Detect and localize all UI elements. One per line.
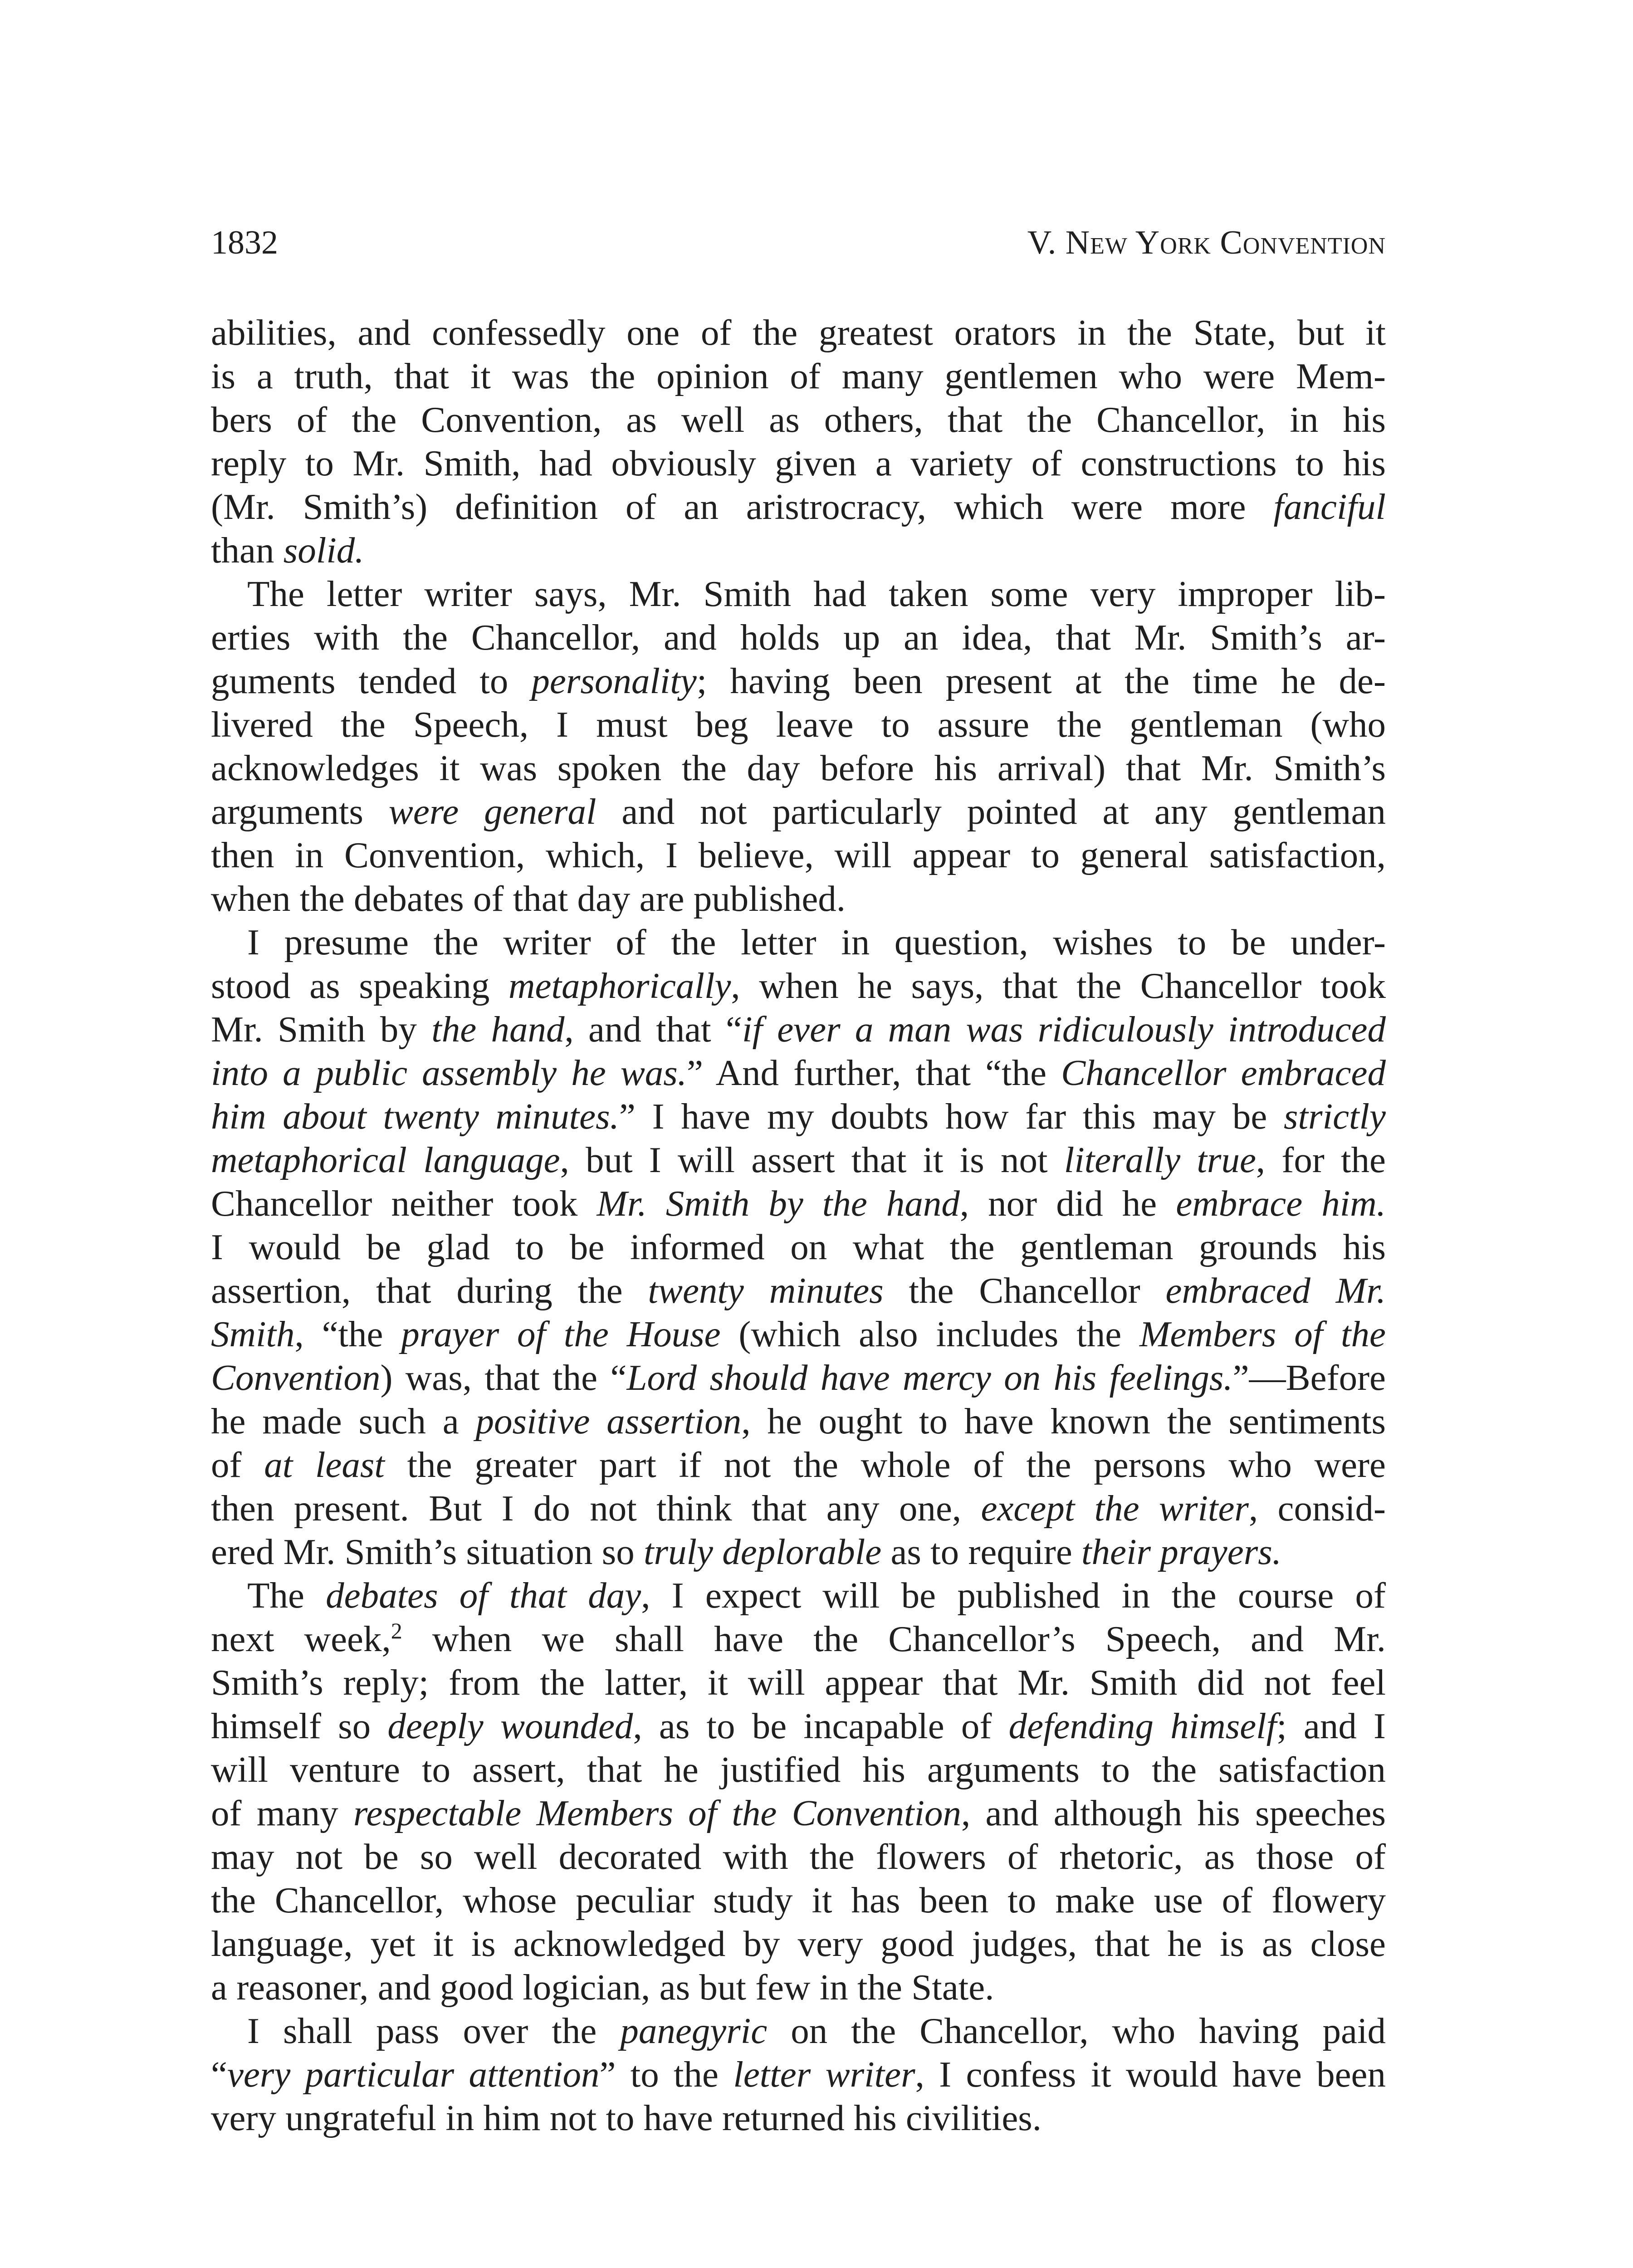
text-line <box>211 1965 1386 2009</box>
line-text: when the debates of that day are published. <box>211 878 846 919</box>
line-text: , he ought to have known the sentiments <box>741 1401 1386 1442</box>
line-text: next week, <box>211 1618 391 1659</box>
line-text: reply to Mr. Smith, had obviously given a variety of constructions to his <box>211 443 1386 484</box>
line-text: I presume the writer of the letter in question, wishes to be under- <box>247 922 1386 963</box>
text-line <box>211 398 1386 441</box>
line-text: I would be glad to be informed on what the gentleman grounds his <box>211 1227 1386 1267</box>
line-text: ; having been present at the time he de- <box>696 660 1386 701</box>
line-text: ered Mr. Smith’s situation so <box>211 1531 644 1572</box>
text-line <box>211 1138 1386 1182</box>
text-line <box>211 2009 1386 2053</box>
italic-text: fanciful <box>1273 486 1386 527</box>
text-line <box>211 1878 1386 1922</box>
line-text: of <box>211 1444 264 1485</box>
line-text: ” to the <box>599 2054 733 2095</box>
text-line <box>211 920 1386 964</box>
italic-text: deeply wounded <box>387 1706 633 1746</box>
italic-text: respectable Members of the Convention <box>353 1793 962 1833</box>
text-line <box>211 877 1386 920</box>
text-line <box>211 485 1386 528</box>
line-text: ” I have my doubts how far this may be <box>619 1096 1284 1137</box>
text-line <box>211 1791 1386 1835</box>
text-line <box>211 1399 1386 1443</box>
line-text: Smith’s reply; from the latter, it will appear that Mr. Smith did not feel <box>211 1662 1386 1703</box>
italic-text: defending himself <box>1008 1706 1277 1746</box>
text-line <box>211 1007 1386 1051</box>
line-text: , and although his speeches <box>961 1793 1386 1833</box>
italic-text: if ever a man was ridiculously introduced <box>742 1009 1386 1050</box>
line-text: ” And further, that “the <box>687 1052 1061 1093</box>
italic-text: panegyric <box>620 2010 768 2051</box>
line-text: The letter writer says, Mr. Smith had taken some very improper lib- <box>247 573 1386 614</box>
line-text: , as to be incapable of <box>633 1706 1009 1746</box>
line-text: than <box>211 530 284 571</box>
text-line <box>211 1443 1386 1486</box>
italic-text: him about twenty minutes. <box>211 1096 619 1137</box>
line-text: then present. But I do not think that any one, <box>211 1488 981 1529</box>
text-line <box>211 1835 1386 1878</box>
italic-text: Members of the <box>1139 1314 1386 1354</box>
italic-text: strictly <box>1284 1096 1386 1137</box>
line-text: assertion, that during the <box>211 1270 648 1311</box>
line-text: then in Convention, which, I believe, will appear to general satisfaction, <box>211 835 1386 875</box>
line-text: The <box>247 1575 326 1616</box>
line-text: the greater part if not the whole of the persons who were <box>384 1444 1386 1485</box>
line-text: bers of the Convention, as well as others, that the Chancellor, in his <box>211 399 1386 440</box>
line-text: ; and I <box>1276 1706 1386 1746</box>
text-line <box>211 1661 1386 1704</box>
italic-text: at least <box>264 1444 385 1485</box>
line-text: and not particularly pointed at any gentleman <box>596 791 1386 832</box>
line-text: guments tended to <box>211 660 532 701</box>
text-line <box>211 1312 1386 1356</box>
line-text: he made such a <box>211 1401 476 1442</box>
text-line <box>211 1051 1386 1095</box>
line-text: , when he says, that the Chancellor took <box>731 965 1386 1006</box>
line-text: acknowledges it was spoken the day before his arrival) that Mr. Smith’s <box>211 748 1386 788</box>
line-text: Chancellor neither took <box>211 1183 597 1224</box>
line-text: the Chancellor, whose peculiar study it has been to make use of flowery <box>211 1880 1386 1921</box>
line-text: stood as speaking <box>211 965 509 1006</box>
italic-text: twenty minutes <box>648 1270 884 1311</box>
line-text: , “the <box>294 1314 401 1354</box>
italic-text: Lord should have mercy on his feelings. <box>626 1357 1233 1398</box>
text-line <box>211 1356 1386 1399</box>
text-line <box>211 528 1386 572</box>
text-line <box>211 703 1386 746</box>
line-text: the Chancellor <box>883 1270 1166 1311</box>
italic-text: metaphorically <box>508 965 731 1006</box>
text-line <box>211 964 1386 1007</box>
line-text: , consid- <box>1248 1488 1386 1529</box>
section-title: V. New York Convention <box>1027 224 1386 261</box>
italic-text: except the writer <box>981 1488 1249 1529</box>
text-line <box>211 1617 1386 1661</box>
text-line <box>211 2053 1386 2096</box>
line-text: of many <box>211 1793 353 1833</box>
page-number: 1832 <box>211 224 278 261</box>
line-text: is a truth, that it was the opinion of many gentlemen who were Mem- <box>211 356 1386 396</box>
text-line <box>211 572 1386 616</box>
footnote-reference: 2 <box>391 1618 402 1643</box>
text-line <box>211 1225 1386 1269</box>
text-line <box>211 441 1386 485</box>
line-text: on the Chancellor, who having paid <box>767 2010 1386 2051</box>
text-line <box>211 1182 1386 1225</box>
text-line <box>211 1095 1386 1138</box>
italic-text: solid. <box>283 530 364 571</box>
text-line <box>211 311 1386 354</box>
text-line <box>211 1574 1386 1617</box>
line-text: will venture to assert, that he justified his arguments to the satisfaction <box>211 1749 1386 1790</box>
line-text: a reasoner, and good logician, as but few in the State. <box>211 1967 994 2008</box>
italic-text: Smith <box>211 1314 295 1354</box>
text-line <box>211 616 1386 659</box>
line-text: ) was, that the “ <box>380 1357 627 1398</box>
italic-text: Convention <box>211 1357 381 1398</box>
text-line <box>211 1704 1386 1748</box>
line-text: as to require <box>881 1531 1082 1572</box>
line-text: erties with the Chancellor, and holds up an idea, that Mr. Smith’s ar- <box>211 617 1386 658</box>
text-line <box>211 1530 1386 1574</box>
text-line <box>211 2096 1386 2140</box>
italic-text: embraced Mr. <box>1165 1270 1386 1311</box>
italic-text: personality <box>531 660 697 701</box>
line-text: language, yet it is acknowledged by very good judges, that he is as close <box>211 1923 1386 1964</box>
line-text: (Mr. Smith’s) definition of an aristrocracy, which were more <box>211 486 1274 527</box>
italic-text: debates of that day <box>326 1575 641 1616</box>
running-head <box>211 222 1386 263</box>
text-line <box>211 1486 1386 1530</box>
line-text: very ungrateful in him not to have returned his civilities. <box>211 2097 1042 2138</box>
italic-text: the hand <box>431 1009 565 1050</box>
text-line <box>211 659 1386 703</box>
text-line <box>211 1922 1386 1965</box>
italic-text: Chancellor embraced <box>1061 1052 1386 1093</box>
line-text: abilities, and confessedly one of the greatest orators in the State, but it <box>211 312 1386 353</box>
italic-text: very particular attention <box>227 2054 600 2095</box>
line-text: ”—Before <box>1232 1357 1386 1398</box>
line-text: himself so <box>211 1706 388 1746</box>
line-text: arguments <box>211 791 389 832</box>
italic-text: letter writer <box>733 2054 915 2095</box>
text-line <box>211 746 1386 790</box>
text-line <box>211 354 1386 398</box>
line-text: , nor did he <box>959 1183 1176 1224</box>
line-text: , and that “ <box>564 1009 742 1050</box>
line-text: , I confess it would have been <box>915 2054 1386 2095</box>
italic-text: positive assertion <box>475 1401 742 1442</box>
italic-text: were general <box>388 791 596 832</box>
italic-text: Mr. Smith by the hand <box>596 1183 960 1224</box>
line-text: Mr. Smith by <box>211 1009 432 1050</box>
line-text: , but I will assert that it is not <box>560 1139 1064 1180</box>
text-line <box>211 833 1386 877</box>
italic-text: embrace him. <box>1176 1183 1386 1224</box>
line-text: may not be so well decorated with the flowers of rhetoric, as those of <box>211 1836 1386 1877</box>
text-line <box>211 1748 1386 1791</box>
line-text: when we shall have the Chancellor’s Speech, and Mr. <box>402 1618 1386 1659</box>
text-line <box>211 1269 1386 1312</box>
line-text: livered the Speech, I must beg leave to assure the gentleman (who <box>211 704 1386 745</box>
italic-text: into a public assembly he was. <box>211 1052 687 1093</box>
line-text: (which also includes the <box>720 1314 1139 1354</box>
line-text: “ <box>211 2054 227 2095</box>
italic-text: metaphorical language <box>211 1139 560 1180</box>
italic-text: literally true <box>1064 1139 1256 1180</box>
line-text: , I expect will be published in the course of <box>641 1575 1386 1616</box>
line-text: , for the <box>1256 1139 1386 1180</box>
text-line <box>211 790 1386 833</box>
italic-text: their prayers. <box>1081 1531 1281 1572</box>
italic-text: truly deplorable <box>644 1531 882 1572</box>
line-text: I shall pass over the <box>247 2010 621 2051</box>
italic-text: prayer of the House <box>401 1314 721 1354</box>
text-body <box>211 311 1386 2140</box>
